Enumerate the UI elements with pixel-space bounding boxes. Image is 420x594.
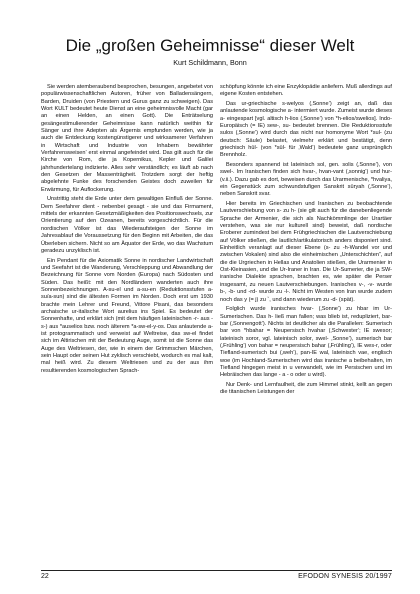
footer-rule — [41, 570, 392, 571]
page-number: 22 — [41, 573, 49, 580]
paragraph: Unstrittig steht die Erde unter dem gewaltigen Einfluß der Sonne. Dem Seefahrer dient - nebenbei gesagt - sie und das Firmament, mittels der erkannten Gesetzmäßigkeiten des Positionswechsels, zur Orientierung auf den Ozeanen, bereits vorgeschichtlich. Für die nordischen Völker ist das Wiederaufsteigen der Sonne im Jahresablauf die Voraussetzung für den Beginn mit Arbeiten, die das Überleben sichern. Nicht so am Äquator der Erde, wo das Wachstum geradezu unzyklisch ist. — [41, 196, 213, 254]
left-column — [41, 84, 213, 375]
article-author: Kurt Schildmann, Bonn — [173, 58, 247, 67]
page-footer — [41, 570, 392, 580]
paragraph: Besonders spannend ist lateinisch sol, gen. solis (‚Sonne‘), von swel-. Im Iranischen finden sich hvar-, hvan-vant (‚sonnig‘) und hur- (v.ii.). Dazu gab es dort, beweisen durch das Urarmenische, *hvaliya, ein Gegenstück zum schwundstufigen Sanskrit sūryah (‚Sonne‘), neben Sanskrit svar. — [220, 162, 392, 198]
paragraph: Nur Denk- und Lernfaulheit, die zum Himmel stinkt, kellt an gegen die titanischen Leistungen der — [220, 381, 392, 396]
right-column — [220, 84, 392, 397]
paragraph: schöpfung könnte ich eine Enzyklopädie anliefern. Muß allerdings auf eigene Kosten entstehen. — [220, 84, 392, 98]
paragraph: Sie werden atemberaubend besprochen, besungen, angebetet von populärwissenschaftlichen Autoren, früher von Balladensängern, Barden, Druiden (von Priestern und Gurus ganz zu schweigen). Das Wort KULT bedeutet heute Dienst an eine geheimnisvolle Macht (gar an einen Helden, an einen Gott). Die Enträtselung gesängestimulierender Geheimnisse kann natürlich weithin für Sänger und ihre Adepten als Ärgernis empfunden werden, wie ja auch die Entdeckung kostengünstigerer und wirksamerer Verfahren in Wirtschaft und Industrie von Inhabern bewährter Verfahrensweisen‘ erst einmal angefeindet wird. Das gilt auch für die Kirche von Rom, die ja Kopernikus, Kepler und Galilei jahrhundertelang indizierte. Alles sehr verständlich; es läuft ab nach den Gesetzen der Massenträgheit. Trotzdem sorgt der heftig abgelehnte Funke des forschenden Geistes doch zuweilen für Erwärmung, für Auflockerung. — [41, 84, 213, 193]
paragraph: Folglich wurde iranisches hvar- (‚Sonne‘) zu hbar im Ur-Sumerischen. Das h- ließ man fallen; was blieb ist, redupliziert, bar-bar (‚Sonnengott‘). Nichts ist deutlicher als die Parallelen: Sumerisch bar von *hbahar = Neupersisch hvahar (‚Schwester‘; IE swesor; lateinisch soror, vgl. lateinisch solor, swel- ‚Sonne‘), sumerisch bar (‚Frühling‘) von bahar = neupersisch bahar (‚Frühling‘), IE wes-r, oder Tiefland-sumerisch bui (‚weh‘), pan-IE wal, lateinisch vae, englisch woe (im Hochland-Sumerischen wird das iranische a beibehalten, im Tiefland hingegen meist in u verwandelt, wie im Persischen und im Hebräischen das lange - a - o oder u wird). — [220, 306, 392, 379]
article-title: Die „großen Geheimnisse“ dieser Welt — [65, 36, 355, 55]
paragraph: Das ur-griechische s-welyos (‚Sonne‘) zeigt an, daß das anlautende kosmologische a- intermiert wurde. Zumeist wurde dieses a- eingespart [vgl. altisch h-lios (‚Sonne‘) von *h-elios/swelios]. Indo-Europäisch (= IE) sew-, su- bedeutet brennen. Die Reduktionsstufe sulos (‚Sonne‘) wird durch das nicht nur homonyme Wort *sul- (zu deutsch: Säule) belastet, vielmehr erklärt und bestätigt, denn griechisch hūl- (von *sūl- für ‚Wald‘) bedeutete ganz ursprünglich Brennholz. — [220, 100, 392, 159]
paragraph: Hier bereits im Griechischen und Iranischen zu beobachtende Lautverschiebung von s- zu h- (sie gilt auch für die danebenliegende Sprache der Armenier, die sich als Nachkömmlinge der Urartäer verstehen, was sie nur kulturell sind) beweist, daß nordische Eroberer zumindest bei dem Frühgriechischen die Lautverschiebung auf Völker stießen, die lautlich/artikulatorisch anders disponiert sind. Einheitlich veranlagt auf dieser Ebene (s- zu -h-Wandel vor und zwischen Vokalen) sind also die einheimischen „Unterschichten“, auf die die Urgriechen in Hellas und Anatolien stießen, die Urarmenier in Ost-Kleinasien, und die Ur-Iraner in Iran. Die Ur-Sumerier, die ja SW-iranische Dialekte sprachen, brachten es, wie später die Perser insgesamt, zu neuen Lautverschiebungen. Iranisches v-, -v- wurde b-, -b- und -rd- wurde zu -l-. Nicht im Westen von Iran wurde zudem noch das y (= j) zu ˇ, und dann wiederum zu -d- (spät). — [220, 201, 392, 303]
paragraph: Ein Pendant für die Axiomatik Sonne in nordischer Landwirtschaft und Seefahrt ist die Wanderung, Verschleppung und Abwandlung der Bezeichnung für Sonne vom Norden (Europa) nach Südosten und Süden. Das heißt: mit den Nordländern wanderten auch ihre Sonnenbezeichnungen. A-su-el und a-su-en (Reduktionsstufen a-su/a-sun) sind die ältesten Formen im Norden. Doch erst um 1930 brachte mein Lehrer und Freund, Vittore Pisani, das besonders archaische ur-italische Wort aurelius ins Spiel. Es bedeutet der Sonnenhafte, und erklärt sich (mit dem häufigen lateinischen -r- aus -s-) aus *auselios bzw. noch älterem *a-sw-el-y-os. Das anlautende a- ist protogrammatisch und verweist auf Weltreise, das sw-el findet sich im Altirischen mit der Bedeutung Auge, somit ist die Sonne das Auge des Weltriesen, der, wie in einem der Grimmschen Märchen, sein Haupt oder seinen Hut zyklisch verschiebt, wodurch es mal kalt, mal heiß wird. Zu diesem Weltriesen und zu der aus ihm resultierenden kosmologischen Sprach- — [41, 257, 213, 374]
journal-name: EFODON SYNESIS 20/1997 — [298, 573, 392, 580]
